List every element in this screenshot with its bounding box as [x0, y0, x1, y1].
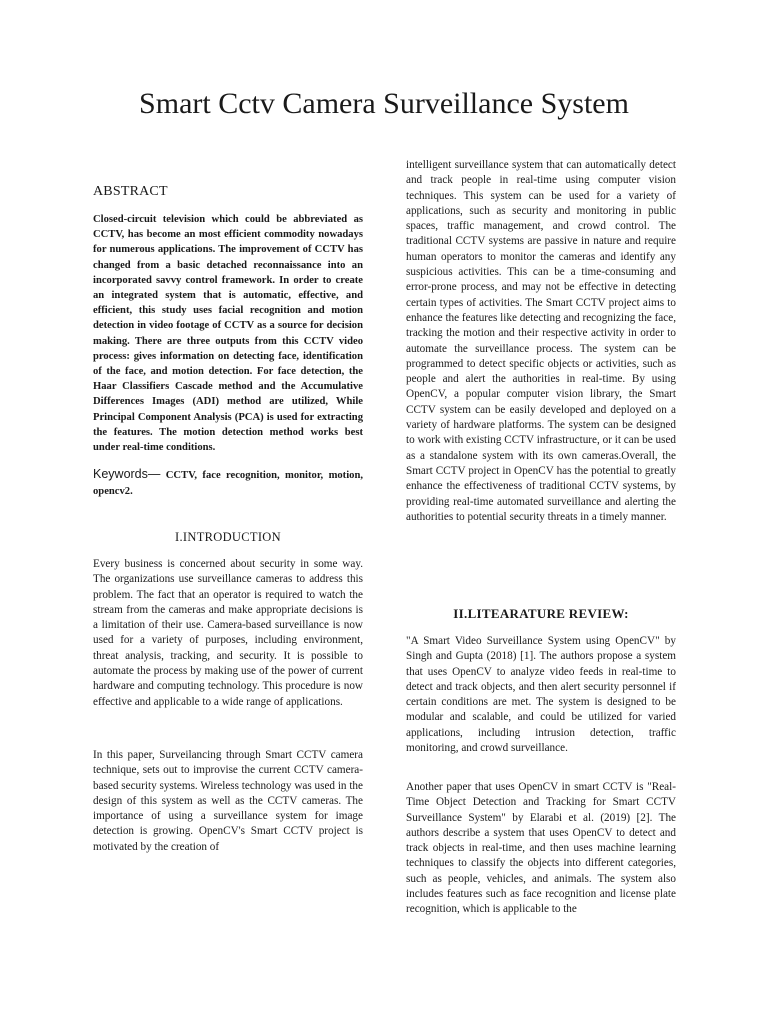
literature-review-heading: II.LITEARATURE REVIEW: — [453, 606, 629, 621]
paper-title: Smart Cctv Camera Surveillance System — [139, 87, 629, 120]
literature-paragraph-2: Another paper that uses OpenCV in smart CCTV is "Real-Time Object Detection and Tracking for Smart CCTV Surveillance System" by Elarabi et al. (2019) [2]. The authors describe a system that uses OpenCV to detect and track objects in real-time, and then uses machine learning techniques to classify the objects into different categories, such as people, vehicles, and animals. The system also includes features such as face recognition and license plate recognition, which is applicable to the — [406, 781, 676, 916]
introduction-paragraph-2: In this paper, Surveilancing through Smart CCTV camera technique, sets out to improvise the current CCTV camera-based security systems. Wireless technology was used in the design of this system as well as the CCTV cameras. The importance of using a surveillance system for image detection is growing. OpenCV's Smart CCTV project is motivated by the creation of — [93, 749, 363, 853]
introduction-paragraph-1: Every business is concerned about security in some way. The organizations use surveillance cameras to address this problem. The fact that an operator is required to watch the stream from the cameras and make appropriate decisions is a limitation of their use. Camera-based surveillance is now used for a variety of purposes, including environment, threat analysis, tracking, and security. It is possible to automate the process by making use of the power of current hardware and computing technology. This procedure is now effective and applicable to a wide range of applications. — [93, 558, 363, 708]
abstract-body: Closed-circuit television which could be abbreviated as CCTV, has become an most efficient commodity nowadays for numerous applications. The improvement of CCTV has changed from a basic detached reconnaissance into an incorporated savvy control framework. In order to create an integrated system that is automatic, effective, and efficient, this study uses facial recognition and motion detection in video footage of CCTV as a source for decision making. There are three outputs from this CCTV video process: gives information on detecting face, identification of the face, and motion detection. For face detection, the Haar Classifiers Cascade method and the Accumulative Differences Images (ADI) method are utilized, While Principal Component Analysis (PCA) is used for extracting the features. The motion detection method works best under real-time conditions. — [93, 214, 363, 454]
keywords-text: CCTV, face recognition, monitor, motion, opencv2. — [93, 470, 363, 497]
introduction-heading: I.INTRODUCTION — [175, 530, 281, 544]
literature-paragraph-1: "A Smart Video Surveillance System using OpenCV" by Singh and Gupta (2018) [1]. The authors propose a system that uses OpenCV to analyze video feeds in real-time to detect and track objects, and then alert security personnel if certain conditions are met. The system is designed to be modular and scalable, and could be utilized for varied applications, including intrusion detection, traffic monitoring, and crowd surveillance. — [406, 635, 676, 755]
introduction-paragraph-3: intelligent surveillance system that can automatically detect and track people in real-time using computer vision techniques. This system can be used for a variety of applications, such as security and monitoring in public spaces, traffic management, and crowd control. The traditional CCTV systems are passive in nature and require human operators to monitor the cameras and identify any suspicious activities. This can be a time-consuming and error-prone process, and may not be effective in detecting certain types of activities. The Smart CCTV project aims to enhance the features like detecting and recognizing the face, tracking the motion and their respective activity in order to automate the surveillance process. The system can be programmed to detect specific objects or activities, such as people and alert the authorities in real-time. By using OpenCV, a popular computer vision library, the Smart CCTV system can be easily developed and deployed on a variety of hardware platforms. The system can be designed to work with existing CCTV infrastructure, or it can be used as a standalone system with its own cameras.Overall, the Smart CCTV project in OpenCV has the potential to greatly enhance the effectiveness of traditional CCTV systems, by providing real-time automated surveillance and alerting the authorities to potential security threats in a timely manner. — [406, 159, 676, 523]
abstract-heading: ABSTRACT — [93, 184, 168, 199]
keywords-label: Keywords— — [93, 467, 161, 481]
keywords — [93, 466, 363, 500]
